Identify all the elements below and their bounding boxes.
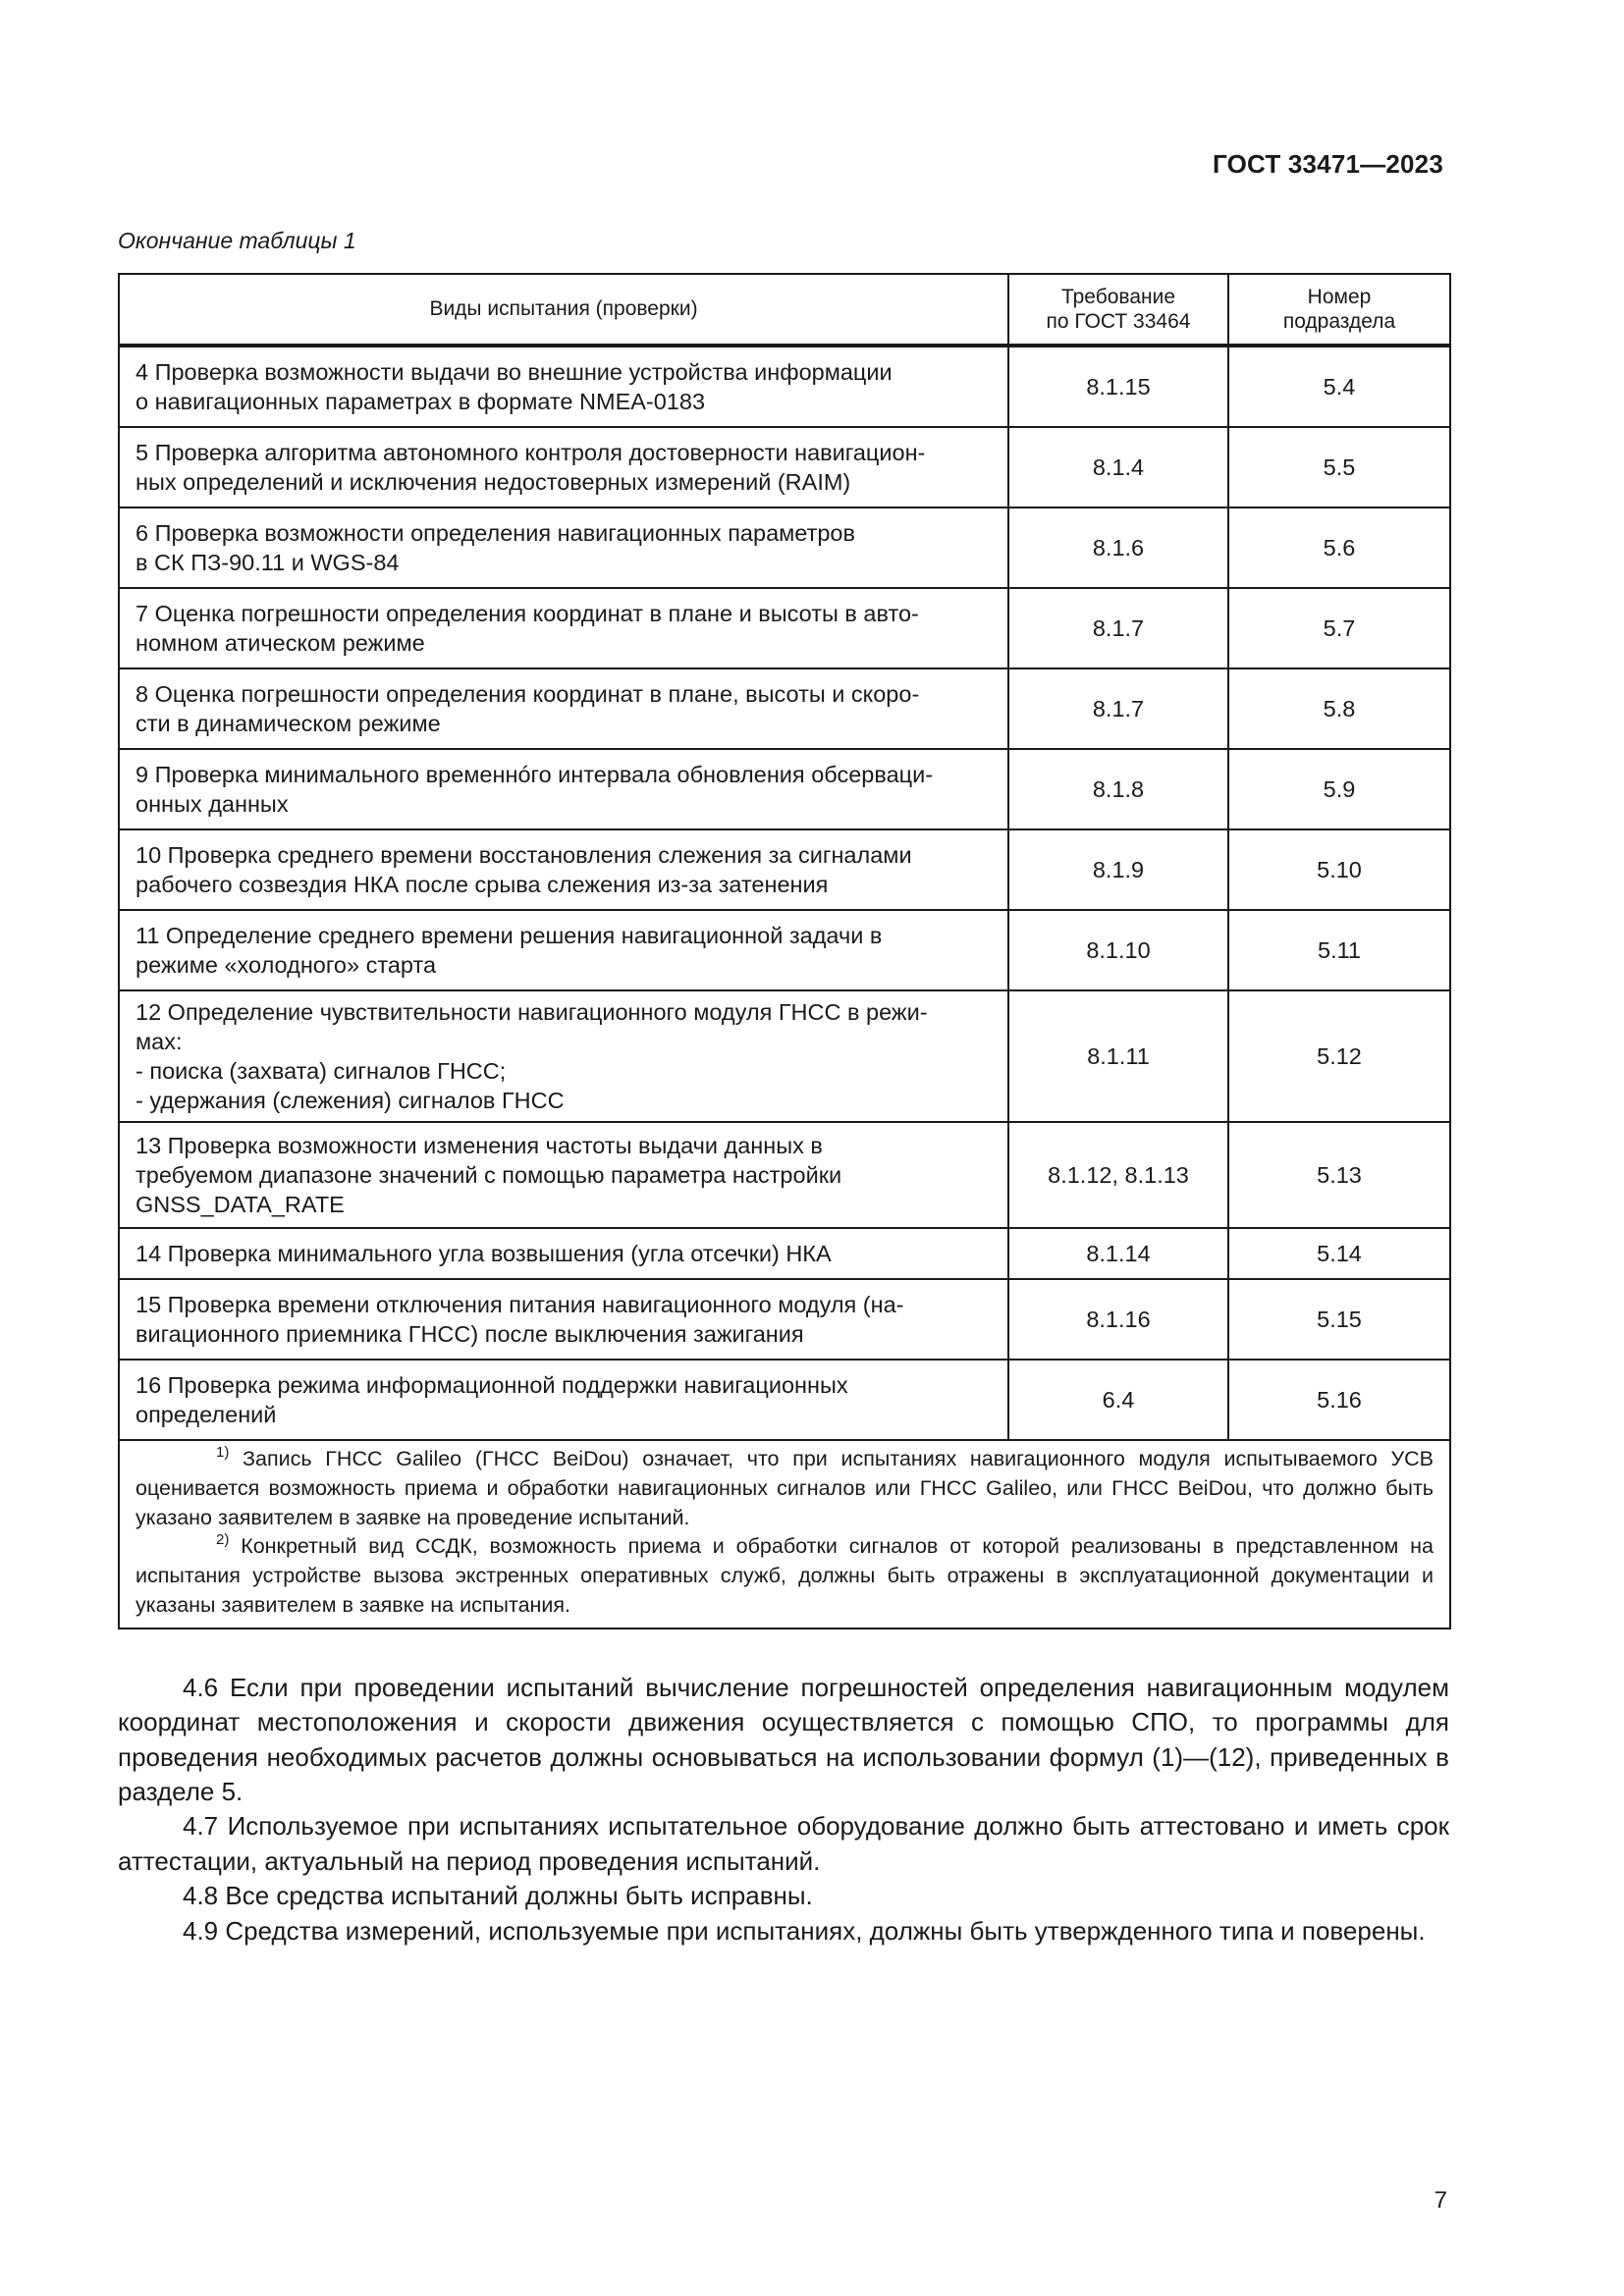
subsection-number: 5.14 [1228, 1228, 1450, 1279]
table-row [119, 588, 1450, 668]
footnote [135, 1445, 1434, 1532]
subsection-number: 5.11 [1228, 910, 1450, 990]
subsection-number: 5.9 [1228, 749, 1450, 829]
test-requirements-table [118, 273, 1451, 1629]
requirement-ref: 6.4 [1008, 1360, 1228, 1440]
standard-code: ГОСТ 33471—2023 [1213, 149, 1443, 179]
page-number: 7 [1434, 2187, 1447, 2214]
subsection-number: 5.4 [1228, 346, 1450, 427]
table-row [119, 668, 1450, 749]
subsection-number: 5.12 [1228, 990, 1450, 1122]
requirement-ref: 8.1.14 [1008, 1228, 1228, 1279]
subsection-number: 5.10 [1228, 829, 1450, 910]
table-row [119, 1228, 1450, 1279]
table-row [119, 749, 1450, 829]
test-description: 14 Проверка минимального угла возвышения (угла отсечки) НКА [119, 1228, 1008, 1279]
footnote-mark: 2) [216, 1531, 230, 1549]
subsection-number: 5.15 [1228, 1279, 1450, 1360]
requirement-ref: 8.1.15 [1008, 346, 1228, 427]
column-header-test-type: Виды испытания (проверки) [119, 274, 1008, 346]
requirement-ref: 8.1.10 [1008, 910, 1228, 990]
body-text [118, 1671, 1449, 1949]
table-row [119, 1279, 1450, 1360]
requirement-ref: 8.1.11 [1008, 990, 1228, 1122]
subsection-number: 5.5 [1228, 427, 1450, 507]
footnote [135, 1532, 1434, 1620]
paragraph-4-9: 4.9 Средства измерений, используемые при испытаниях, должны быть утвержденного типа и поверены. [183, 1915, 1426, 1946]
test-description: 12 Определение чувствительности навигационного модуля ГНСС в режи- мах: - поиска (захвата) сигналов ГНСС; - удержания (слежения) сигналов ГНСС [119, 990, 1008, 1122]
requirement-ref: 8.1.16 [1008, 1279, 1228, 1360]
subsection-number: 5.16 [1228, 1360, 1450, 1440]
test-description: 5 Проверка алгоритма автономного контроля достоверности навигацион- ных определений и исключения недостоверных измерений (RAIM) [119, 427, 1008, 507]
table-row [119, 910, 1450, 990]
test-description: 16 Проверка режима информационной поддержки навигационных определений [119, 1360, 1008, 1440]
requirement-ref: 8.1.12, 8.1.13 [1008, 1122, 1228, 1228]
footnote-mark: 1) [216, 1444, 230, 1462]
test-description: 6 Проверка возможности определения навигационных параметров в СК ПЗ-90.11 и WGS-84 [119, 507, 1008, 588]
table-row [119, 829, 1450, 910]
requirement-ref: 8.1.7 [1008, 668, 1228, 749]
column-header-subsection: Номер подраздела [1228, 274, 1450, 346]
subsection-number: 5.8 [1228, 668, 1450, 749]
table-row [119, 507, 1450, 588]
table-row [119, 346, 1450, 427]
requirement-ref: 8.1.7 [1008, 588, 1228, 668]
table-caption: Окончание таблицы 1 [118, 228, 356, 253]
requirement-ref: 8.1.4 [1008, 427, 1228, 507]
paragraph-4-6: 4.6 Если при проведении испытаний вычисление погрешностей определения навигационным модулем координат местоположения и скорости движения осуществляется с помощью СПО, то программы для проведения необходимых расчетов должны основываться на использовании формул (1)—(12), приведенных в разделе 5. [118, 1673, 1449, 1807]
test-description: 7 Оценка погрешности определения координат в плане и высоты в авто- номном атическом режиме [119, 588, 1008, 668]
subsection-number: 5.7 [1228, 588, 1450, 668]
table-row [119, 1360, 1450, 1440]
table-row [119, 1122, 1450, 1228]
test-description: 15 Проверка времени отключения питания навигационного модуля (на- вигационного приемника ГНСС) после выключения зажигания [119, 1279, 1008, 1360]
paragraph-4-7: 4.7 Используемое при испытаниях испытательное оборудование должно быть аттестовано и иметь срок аттестации, актуальный на период проведения испытаний. [118, 1811, 1449, 1876]
test-description: 8 Оценка погрешности определения координат в плане, высоты и скоро- сти в динамическом режиме [119, 668, 1008, 749]
requirement-ref: 8.1.9 [1008, 829, 1228, 910]
column-header-requirement: Требование по ГОСТ 33464 [1008, 274, 1228, 346]
table-footnotes-row [119, 1440, 1450, 1629]
table-row [119, 990, 1450, 1122]
table-footnotes [119, 1440, 1450, 1629]
subsection-number: 5.6 [1228, 507, 1450, 588]
paragraph-4-8: 4.8 Все средства испытаний должны быть исправны. [183, 1881, 813, 1911]
test-description: 9 Проверка минимального временнóго интервала обновления обсерваци- онных данных [119, 749, 1008, 829]
footnote-text: Запись ГНСС Galileo (ГНСС BeiDou) означает, что при испытаниях навигационного модуля испытываемого УСВ оценивается возможность приема и обработки навигационных сигналов или ГНСС Galileo, или ГНСС BeiDou, что должно быть указано заявителем в заявке на проведение испытаний. [135, 1447, 1434, 1529]
requirement-ref: 8.1.6 [1008, 507, 1228, 588]
requirement-ref: 8.1.8 [1008, 749, 1228, 829]
test-description: 13 Проверка возможности изменения частоты выдачи данных в требуемом диапазоне значений с помощью параметра настройки GNSS_DATA_RATE [119, 1122, 1008, 1228]
test-description: 11 Определение среднего времени решения навигационной задачи в режиме «холодного» старта [119, 910, 1008, 990]
subsection-number: 5.13 [1228, 1122, 1450, 1228]
test-description: 10 Проверка среднего времени восстановления слежения за сигналами рабочего созвездия НКА после срыва слежения из-за затенения [119, 829, 1008, 910]
test-description: 4 Проверка возможности выдачи во внешние устройства информации о навигационных параметрах в формате NMEA-0183 [119, 346, 1008, 427]
footnote-text: Конкретный вид ССДК, возможность приема и обработки сигналов от которой реализованы в представленном на испытания устройстве вызова экстренных оперативных служб, должны быть отражены в эксплуатационной документации и указаны заявителем в заявке на испытания. [135, 1534, 1434, 1617]
table-row [119, 427, 1450, 507]
